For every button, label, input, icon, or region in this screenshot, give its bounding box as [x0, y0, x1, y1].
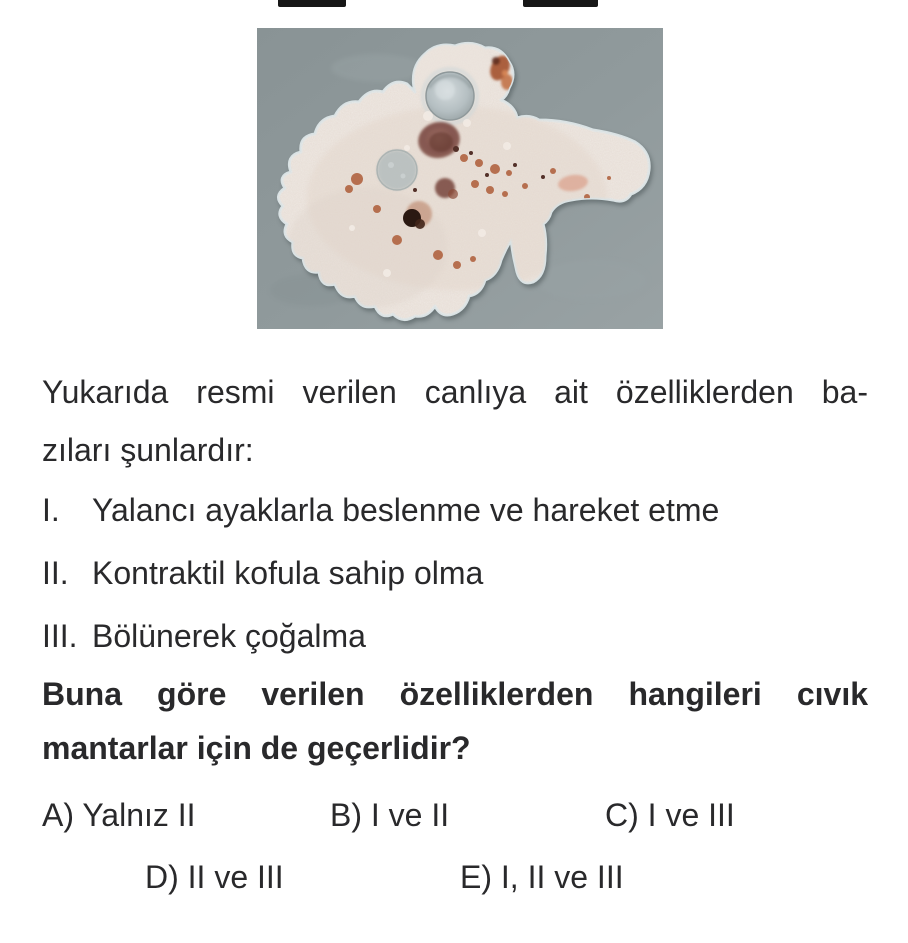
- option-text: I, II ve III: [500, 859, 624, 895]
- list-marker: I.: [42, 492, 60, 528]
- list-marker: II.: [42, 555, 69, 591]
- option-text: II ve III: [187, 859, 284, 895]
- option-e: [460, 857, 624, 897]
- question-intro-line-1: Yukarıda resmi verilen canlıya ait özelliklerden ba-: [42, 374, 868, 410]
- option-b: [330, 795, 605, 835]
- question-figure: [257, 28, 663, 329]
- option-label: E): [460, 859, 492, 895]
- list-item: [42, 554, 868, 592]
- options-row-1: [42, 795, 868, 835]
- option-a: [42, 795, 330, 835]
- question-block: [42, 363, 868, 897]
- option-label: C): [605, 797, 639, 833]
- option-label: B): [330, 797, 362, 833]
- list-item-text: Kontraktil kofula sahip olma: [92, 555, 484, 591]
- option-text: I ve II: [370, 797, 450, 833]
- cropped-text-remnant-right: [523, 0, 598, 7]
- option-text: I ve III: [647, 797, 735, 833]
- question-stem-line-1: Buna göre verilen özelliklerden hangileri cıvık: [42, 676, 868, 712]
- question-intro-line-2: zıları şunlardır:: [42, 432, 254, 468]
- option-d: [145, 857, 460, 897]
- option-label: A): [42, 797, 74, 833]
- feature-list: [42, 491, 868, 655]
- list-marker: III.: [42, 618, 78, 654]
- list-item-text: Yalancı ayaklarla beslenme ve hareket etme: [92, 492, 720, 528]
- food-vacuole: [377, 150, 417, 190]
- option-text: Yalnız II: [82, 797, 196, 833]
- list-item-text: Bölünerek çoğalma: [92, 618, 366, 654]
- list-item: [42, 491, 868, 529]
- amoeba-image: [257, 28, 663, 329]
- list-item: [42, 617, 868, 655]
- options-row-2: [42, 857, 868, 897]
- cropped-text-remnant-left: [278, 0, 346, 7]
- option-c: [605, 795, 735, 835]
- option-label: D): [145, 859, 179, 895]
- question-stem: [42, 667, 868, 775]
- question-stem-line-2: mantarlar için de geçerlidir?: [42, 730, 471, 766]
